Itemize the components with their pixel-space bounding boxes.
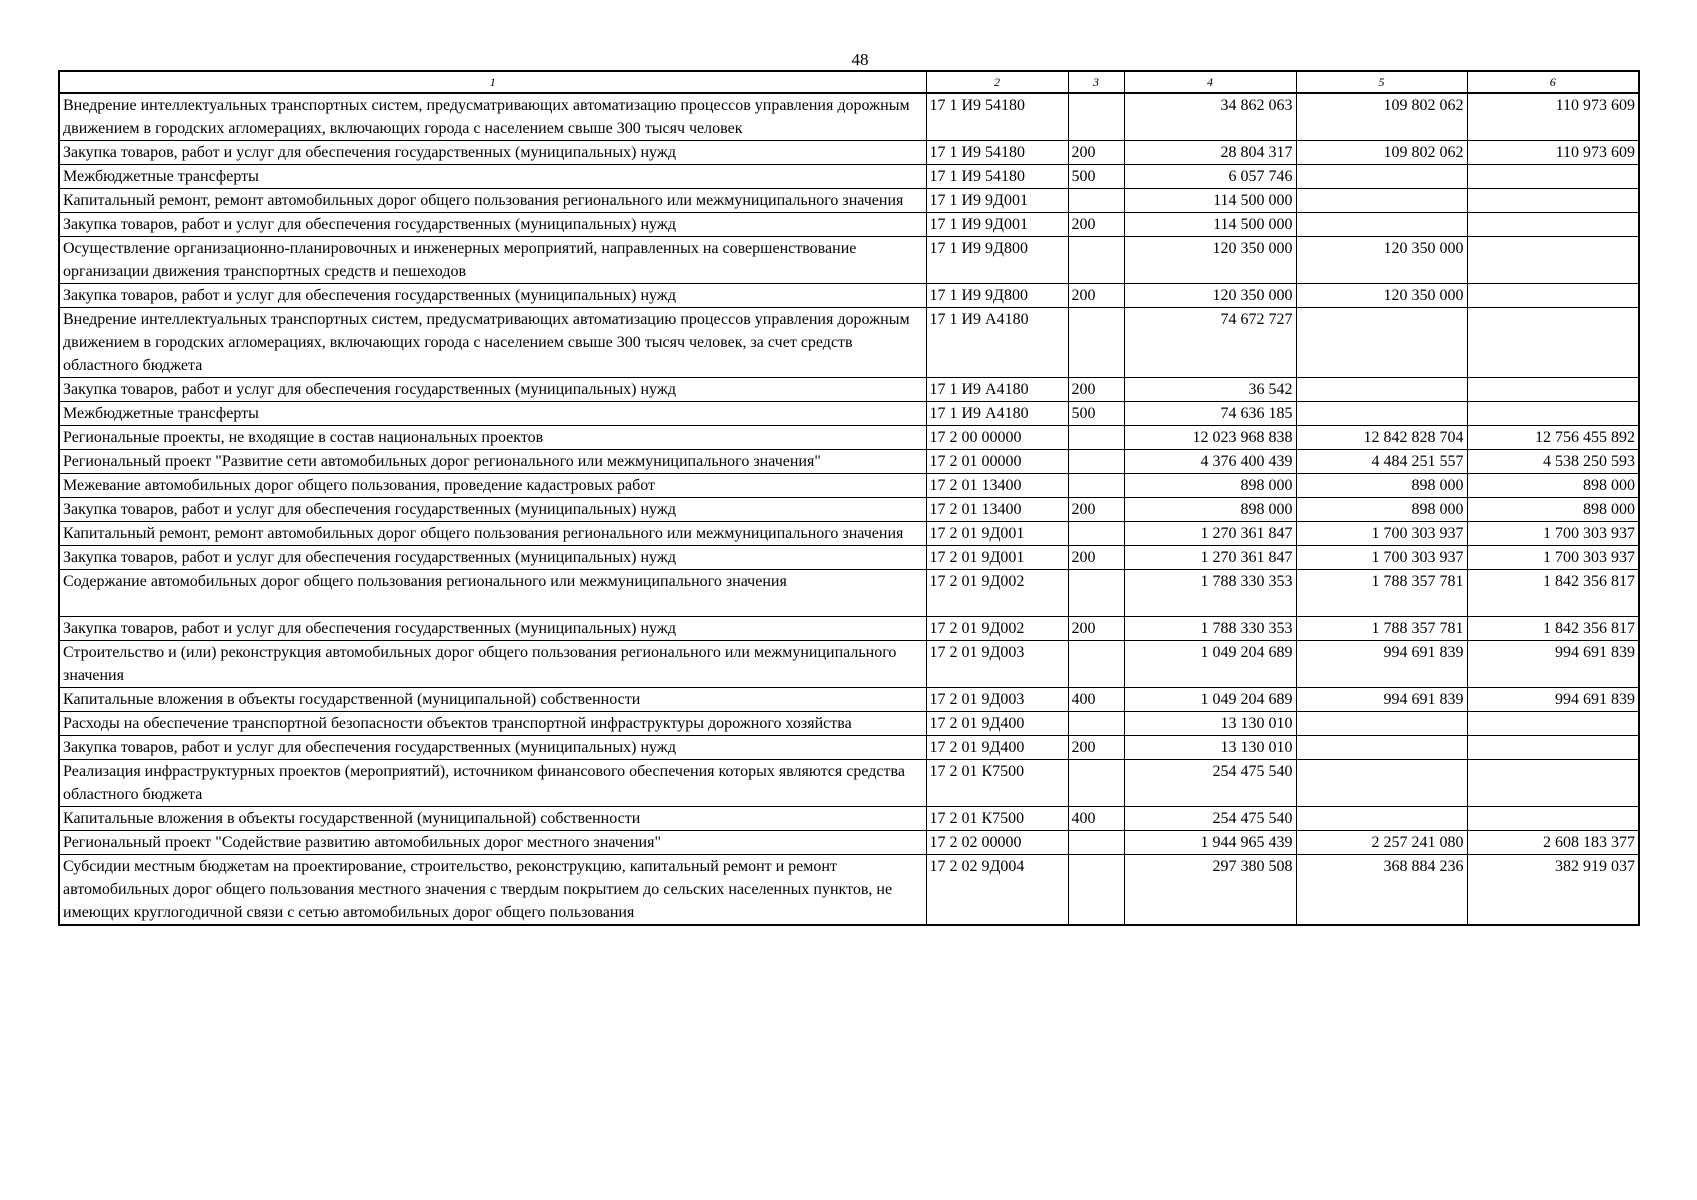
row-value-col4-cell: 12 023 968 838 [1124, 426, 1296, 450]
table-row [59, 450, 1639, 474]
row-value-col4-cell: 28 804 317 [1124, 141, 1296, 165]
table-row [59, 474, 1639, 498]
row-value-col4-cell: 114 500 000 [1124, 213, 1296, 237]
table-row [59, 617, 1639, 641]
row-value-col5-cell: 12 842 828 704 [1296, 426, 1467, 450]
row-code-cell: 17 1 И9 9Д800 [926, 237, 1068, 284]
row-value-col6-cell: 2 608 183 377 [1467, 831, 1639, 855]
row-value-col6-cell: 1 842 356 817 [1467, 570, 1639, 617]
table-body [59, 93, 1639, 925]
row-type-cell [1068, 474, 1124, 498]
row-value-col4-cell: 1 788 330 353 [1124, 570, 1296, 617]
row-code-cell: 17 2 01 К7500 [926, 760, 1068, 807]
row-value-col6-cell [1467, 736, 1639, 760]
row-value-col5-cell [1296, 807, 1467, 831]
table-row [59, 237, 1639, 284]
row-value-col5-cell [1296, 736, 1467, 760]
row-value-col4-cell: 74 636 185 [1124, 402, 1296, 426]
row-code-cell: 17 2 01 9Д001 [926, 522, 1068, 546]
row-value-col4-cell: 1 049 204 689 [1124, 641, 1296, 688]
row-value-col6-cell: 1 700 303 937 [1467, 546, 1639, 570]
row-name-cell: Закупка товаров, работ и услуг для обеспечения государственных (муниципальных) нужд [59, 141, 926, 165]
row-name-cell: Межбюджетные трансферты [59, 165, 926, 189]
row-name-cell: Закупка товаров, работ и услуг для обеспечения государственных (муниципальных) нужд [59, 378, 926, 402]
row-type-cell: 200 [1068, 617, 1124, 641]
row-value-col5-cell: 1 788 357 781 [1296, 617, 1467, 641]
row-value-col4-cell: 1 944 965 439 [1124, 831, 1296, 855]
row-type-cell [1068, 855, 1124, 926]
row-value-col4-cell: 1 788 330 353 [1124, 617, 1296, 641]
row-value-col6-cell: 110 973 609 [1467, 93, 1639, 141]
table-row [59, 426, 1639, 450]
row-code-cell: 17 1 И9 9Д001 [926, 189, 1068, 213]
row-type-cell [1068, 308, 1124, 378]
table-row [59, 831, 1639, 855]
row-code-cell: 17 2 01 00000 [926, 450, 1068, 474]
row-type-cell [1068, 641, 1124, 688]
row-type-cell [1068, 450, 1124, 474]
row-value-col6-cell [1467, 760, 1639, 807]
row-name-cell: Внедрение интеллектуальных транспортных систем, предусматривающих автоматизацию процессов управления дорожным движением в городских агломерациях, включающих города с населением свыше 300 тысяч человек [59, 93, 926, 141]
row-value-col6-cell [1467, 807, 1639, 831]
row-code-cell: 17 2 01 9Д003 [926, 688, 1068, 712]
table-row [59, 736, 1639, 760]
row-value-col5-cell: 120 350 000 [1296, 284, 1467, 308]
row-value-col4-cell: 13 130 010 [1124, 736, 1296, 760]
row-value-col4-cell: 1 270 361 847 [1124, 546, 1296, 570]
table-row [59, 284, 1639, 308]
row-name-cell: Реализация инфраструктурных проектов (мероприятий), источником финансового обеспечения которых являются средства областного бюджета [59, 760, 926, 807]
row-value-col6-cell [1467, 237, 1639, 284]
row-value-col6-cell [1467, 189, 1639, 213]
row-value-col4-cell: 898 000 [1124, 498, 1296, 522]
column-header-6: 6 [1467, 71, 1639, 93]
row-code-cell: 17 1 И9 54180 [926, 165, 1068, 189]
row-value-col5-cell: 994 691 839 [1296, 641, 1467, 688]
budget-table [58, 70, 1640, 926]
table-row [59, 141, 1639, 165]
row-value-col5-cell: 898 000 [1296, 498, 1467, 522]
row-name-cell: Субсидии местным бюджетам на проектирование, строительство, реконструкцию, капитальный ремонт и ремонт автомобильных дорог общего пользования местного значения с твердым покрытием до сельских населенных пунктов, не имеющих круглогодичной связи с сетью автомобильных дорог общего пользования [59, 855, 926, 926]
table-row [59, 760, 1639, 807]
row-value-col6-cell [1467, 402, 1639, 426]
row-code-cell: 17 2 01 13400 [926, 498, 1068, 522]
row-type-cell: 200 [1068, 736, 1124, 760]
row-name-cell: Закупка товаров, работ и услуг для обеспечения государственных (муниципальных) нужд [59, 284, 926, 308]
row-value-col4-cell: 4 376 400 439 [1124, 450, 1296, 474]
row-value-col6-cell: 1 700 303 937 [1467, 522, 1639, 546]
row-value-col4-cell: 13 130 010 [1124, 712, 1296, 736]
row-value-col5-cell: 109 802 062 [1296, 141, 1467, 165]
row-code-cell: 17 1 И9 54180 [926, 93, 1068, 141]
row-code-cell: 17 2 01 9Д003 [926, 641, 1068, 688]
row-value-col4-cell: 1 270 361 847 [1124, 522, 1296, 546]
row-name-cell: Содержание автомобильных дорог общего пользования регионального или межмуниципального значения [59, 570, 926, 617]
table-row [59, 165, 1639, 189]
row-value-col6-cell [1467, 213, 1639, 237]
row-type-cell: 400 [1068, 688, 1124, 712]
row-value-col5-cell [1296, 308, 1467, 378]
table-row [59, 712, 1639, 736]
table-row [59, 570, 1639, 617]
row-value-col5-cell: 1 700 303 937 [1296, 522, 1467, 546]
row-value-col6-cell [1467, 712, 1639, 736]
row-type-cell: 500 [1068, 402, 1124, 426]
row-code-cell: 17 2 00 00000 [926, 426, 1068, 450]
row-code-cell: 17 1 И9 А4180 [926, 402, 1068, 426]
table-row [59, 93, 1639, 141]
row-value-col5-cell [1296, 760, 1467, 807]
row-code-cell: 17 2 01 9Д400 [926, 712, 1068, 736]
row-value-col5-cell: 4 484 251 557 [1296, 450, 1467, 474]
row-value-col6-cell: 382 919 037 [1467, 855, 1639, 926]
row-name-cell: Межбюджетные трансферты [59, 402, 926, 426]
row-value-col6-cell [1467, 378, 1639, 402]
row-name-cell: Строительство и (или) реконструкция автомобильных дорог общего пользования регионального или межмуниципального значения [59, 641, 926, 688]
row-name-cell: Региональный проект "Содействие развитию автомобильных дорог местного значения" [59, 831, 926, 855]
row-code-cell: 17 1 И9 А4180 [926, 378, 1068, 402]
row-value-col6-cell: 898 000 [1467, 474, 1639, 498]
column-header-5: 5 [1296, 71, 1467, 93]
row-value-col6-cell [1467, 308, 1639, 378]
row-name-cell: Закупка товаров, работ и услуг для обеспечения государственных (муниципальных) нужд [59, 617, 926, 641]
row-value-col5-cell [1296, 189, 1467, 213]
table-row [59, 498, 1639, 522]
row-code-cell: 17 2 02 9Д004 [926, 855, 1068, 926]
row-type-cell [1068, 522, 1124, 546]
row-type-cell [1068, 426, 1124, 450]
row-name-cell: Закупка товаров, работ и услуг для обеспечения государственных (муниципальных) нужд [59, 498, 926, 522]
row-value-col5-cell [1296, 402, 1467, 426]
row-type-cell [1068, 760, 1124, 807]
row-value-col6-cell [1467, 165, 1639, 189]
table-row [59, 855, 1639, 926]
row-name-cell: Капитальные вложения в объекты государственной (муниципальной) собственности [59, 688, 926, 712]
row-value-col5-cell [1296, 165, 1467, 189]
row-type-cell: 200 [1068, 141, 1124, 165]
table-row [59, 213, 1639, 237]
table-row [59, 522, 1639, 546]
row-type-cell [1068, 189, 1124, 213]
row-value-col4-cell: 74 672 727 [1124, 308, 1296, 378]
table-row [59, 688, 1639, 712]
row-type-cell [1068, 570, 1124, 617]
page-number: 48 [851, 50, 869, 69]
row-code-cell: 17 2 02 00000 [926, 831, 1068, 855]
row-value-col5-cell: 1 700 303 937 [1296, 546, 1467, 570]
column-header-2: 2 [926, 71, 1068, 93]
row-code-cell: 17 1 И9 9Д800 [926, 284, 1068, 308]
column-header-3: 3 [1068, 71, 1124, 93]
row-value-col5-cell: 368 884 236 [1296, 855, 1467, 926]
row-name-cell: Межевание автомобильных дорог общего пользования, проведение кадастровых работ [59, 474, 926, 498]
row-value-col6-cell [1467, 284, 1639, 308]
row-code-cell: 17 2 01 9Д002 [926, 617, 1068, 641]
row-value-col4-cell: 6 057 746 [1124, 165, 1296, 189]
row-value-col4-cell: 254 475 540 [1124, 807, 1296, 831]
row-code-cell: 17 2 01 9Д400 [926, 736, 1068, 760]
row-value-col6-cell: 994 691 839 [1467, 641, 1639, 688]
row-code-cell: 17 1 И9 9Д001 [926, 213, 1068, 237]
row-value-col5-cell: 994 691 839 [1296, 688, 1467, 712]
table-header-row [59, 71, 1639, 93]
row-type-cell: 200 [1068, 498, 1124, 522]
row-name-cell: Региональный проект "Развитие сети автомобильных дорог регионального или межмуниципального значения" [59, 450, 926, 474]
table-row [59, 189, 1639, 213]
row-value-col6-cell: 1 842 356 817 [1467, 617, 1639, 641]
row-value-col5-cell [1296, 378, 1467, 402]
row-value-col6-cell: 898 000 [1467, 498, 1639, 522]
row-type-cell [1068, 831, 1124, 855]
row-type-cell: 200 [1068, 284, 1124, 308]
row-type-cell: 200 [1068, 546, 1124, 570]
row-value-col4-cell: 1 049 204 689 [1124, 688, 1296, 712]
row-name-cell: Капитальный ремонт, ремонт автомобильных дорог общего пользования регионального или межмуниципального значения [59, 189, 926, 213]
row-value-col4-cell: 114 500 000 [1124, 189, 1296, 213]
row-code-cell: 17 2 01 13400 [926, 474, 1068, 498]
row-type-cell: 200 [1068, 378, 1124, 402]
row-name-cell: Региональные проекты, не входящие в состав национальных проектов [59, 426, 926, 450]
table-row [59, 641, 1639, 688]
row-value-col4-cell: 254 475 540 [1124, 760, 1296, 807]
row-value-col5-cell: 898 000 [1296, 474, 1467, 498]
row-type-cell [1068, 712, 1124, 736]
row-code-cell: 17 1 И9 54180 [926, 141, 1068, 165]
row-type-cell: 200 [1068, 213, 1124, 237]
row-value-col4-cell: 297 380 508 [1124, 855, 1296, 926]
row-code-cell: 17 2 01 К7500 [926, 807, 1068, 831]
row-code-cell: 17 1 И9 А4180 [926, 308, 1068, 378]
row-type-cell [1068, 237, 1124, 284]
row-name-cell: Расходы на обеспечение транспортной безопасности объектов транспортной инфраструктуры дорожного хозяйства [59, 712, 926, 736]
row-value-col5-cell: 1 788 357 781 [1296, 570, 1467, 617]
row-type-cell: 500 [1068, 165, 1124, 189]
table-row [59, 546, 1639, 570]
row-name-cell: Капитальные вложения в объекты государственной (муниципальной) собственности [59, 807, 926, 831]
row-value-col4-cell: 36 542 [1124, 378, 1296, 402]
row-value-col5-cell [1296, 712, 1467, 736]
table-row [59, 807, 1639, 831]
column-header-4: 4 [1124, 71, 1296, 93]
row-value-col4-cell: 898 000 [1124, 474, 1296, 498]
row-value-col6-cell: 994 691 839 [1467, 688, 1639, 712]
row-name-cell: Закупка товаров, работ и услуг для обеспечения государственных (муниципальных) нужд [59, 736, 926, 760]
row-code-cell: 17 2 01 9Д001 [926, 546, 1068, 570]
row-name-cell: Закупка товаров, работ и услуг для обеспечения государственных (муниципальных) нужд [59, 213, 926, 237]
row-value-col6-cell: 4 538 250 593 [1467, 450, 1639, 474]
row-value-col5-cell: 109 802 062 [1296, 93, 1467, 141]
row-value-col6-cell: 12 756 455 892 [1467, 426, 1639, 450]
column-header-1: 1 [59, 71, 926, 93]
row-name-cell: Внедрение интеллектуальных транспортных систем, предусматривающих автоматизацию процессов управления дорожным движением в городских агломерациях, включающих города с населением свыше 300 тысяч человек, за счет средств областного бюджета [59, 308, 926, 378]
table-row [59, 402, 1639, 426]
row-name-cell: Закупка товаров, работ и услуг для обеспечения государственных (муниципальных) нужд [59, 546, 926, 570]
row-type-cell [1068, 93, 1124, 141]
row-value-col5-cell: 2 257 241 080 [1296, 831, 1467, 855]
row-value-col4-cell: 120 350 000 [1124, 284, 1296, 308]
row-value-col6-cell: 110 973 609 [1467, 141, 1639, 165]
row-name-cell: Осуществление организационно-планировочных и инженерных мероприятий, направленных на совершенствование организации движения транспортных средств и пешеходов [59, 237, 926, 284]
row-value-col5-cell: 120 350 000 [1296, 237, 1467, 284]
row-value-col4-cell: 120 350 000 [1124, 237, 1296, 284]
row-value-col4-cell: 34 862 063 [1124, 93, 1296, 141]
row-code-cell: 17 2 01 9Д002 [926, 570, 1068, 617]
table-row [59, 378, 1639, 402]
row-name-cell: Капитальный ремонт, ремонт автомобильных дорог общего пользования регионального или межмуниципального значения [59, 522, 926, 546]
row-type-cell: 400 [1068, 807, 1124, 831]
row-value-col5-cell [1296, 213, 1467, 237]
table-row [59, 308, 1639, 378]
